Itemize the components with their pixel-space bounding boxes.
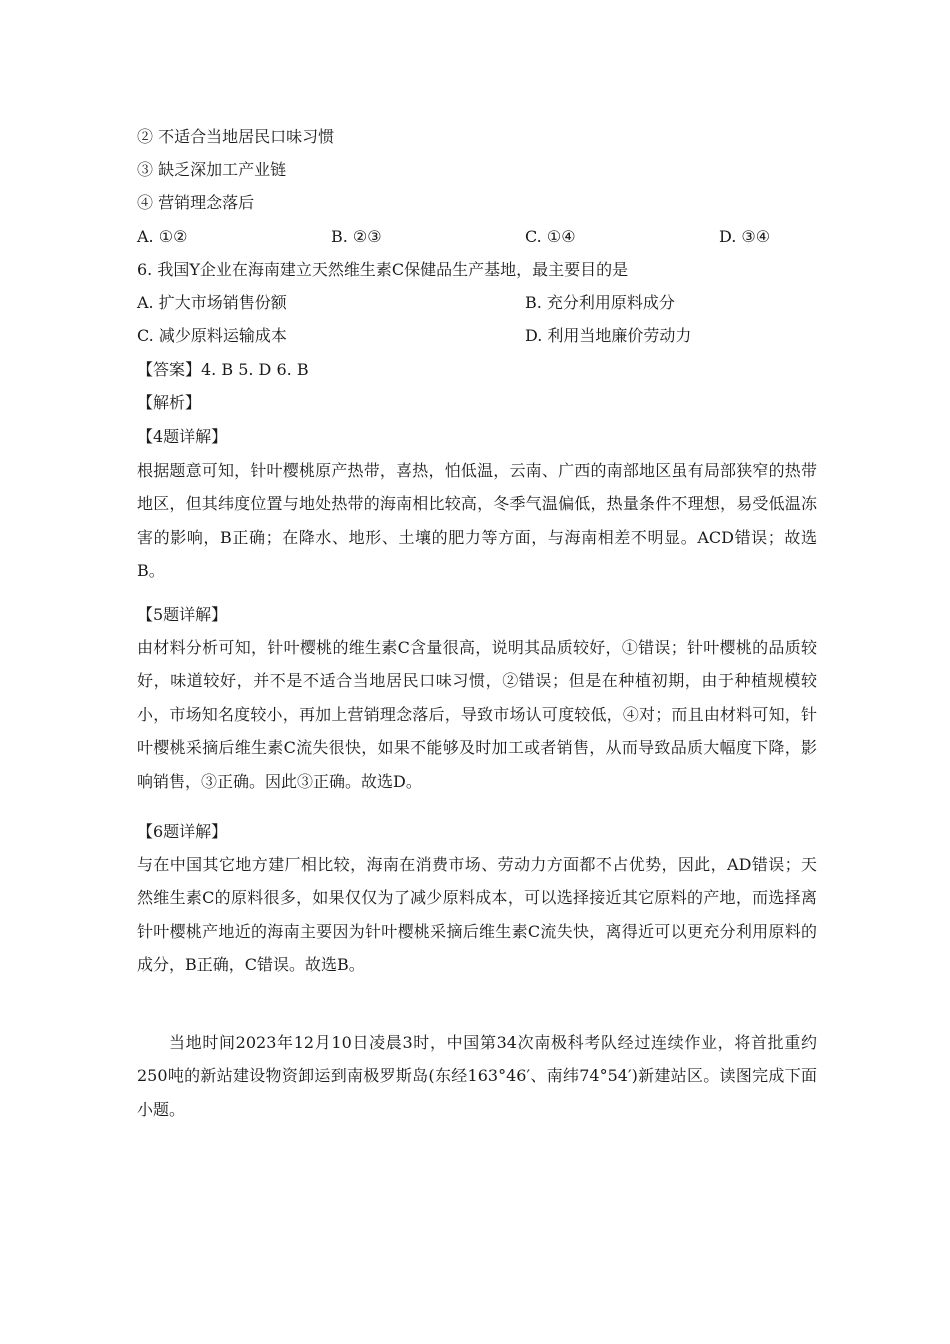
detail-5-body: 由材料分析可知，针叶樱桃的维生素C含量很高，说明其品质较好，①错误；针叶樱桃的品质较好，味道较好，并不是不适合当地居民口味习惯，②错误；但是在种植初期，由于种植规模较小，市场知名度较小，再加上营销理念落后，导致市场认可度较低，④对；而且由材料可知，针叶樱桃采摘后维生素C流失很快，如果不能够及时加工或者销售，从而导致品质大幅度下降，影响销售，③正确。因此③正确。故选D。 [137,638,817,791]
detail-6-heading: 【6题详解】 [137,822,228,841]
detail-4-heading: 【4题详解】 [137,427,228,446]
q6-choice-d: D. 利用当地廉价劳动力 [525,326,692,345]
detail-5-heading: 【5题详解】 [137,605,228,624]
option-item-2: ② 不适合当地居民口味习惯 [137,127,335,146]
q5-choice-b: B. ②③ [331,227,382,246]
detail-6-body: 与在中国其它地方建厂相比较，海南在消费市场、劳动力方面都不占优势，因此，AD错误；天然维生素C的原料很多，如果仅仅为了减少原料成本，可以选择接近其它原料的产地，而选择离针叶樱桃产地近的海南主要因为针叶樱桃采摘后维生素C流失快，离得近可以更充分利用原料的成分，B正确，C错误。故选B。 [137,855,817,975]
q6-choice-a: A. 扩大市场销售份额 [137,293,287,312]
q6-choice-b: B. 充分利用原料成分 [525,293,675,312]
q6-choice-c: C. 减少原料运输成本 [137,326,287,345]
option-item-3: ③ 缺乏深加工产业链 [137,160,287,179]
q5-choice-d: D. ③④ [719,227,771,246]
new-passage: 当地时间2023年12月10日凌晨3时，中国第34次南极科考队经过连续作业，将首批重约250吨的新站建设物资卸运到南极罗斯岛(东经163°46′、南纬74°54′)新建站区。读图完成下面小题。 [137,1033,817,1119]
q5-choice-a: A. ①② [137,227,188,246]
q6-stem: 6. 我国Y企业在海南建立天然维生素C保健品生产基地，最主要目的是 [137,260,629,279]
answer-line: 【答案】4. B 5. D 6. B [137,360,309,379]
analysis-heading: 【解析】 [137,393,202,412]
detail-4-body: 根据题意可知，针叶樱桃原产热带，喜热，怕低温，云南、广西的南部地区虽有局部狭窄的热带地区，但其纬度位置与地处热带的海南相比较高，冬季气温偏低，热量条件不理想，易受低温冻害的影响，B正确；在降水、地形、土壤的肥力等方面，与海南相差不明显。ACD错误；故选B。 [137,461,817,581]
option-item-4: ④ 营销理念落后 [137,193,255,212]
q5-choice-c: C. ①④ [525,227,576,246]
